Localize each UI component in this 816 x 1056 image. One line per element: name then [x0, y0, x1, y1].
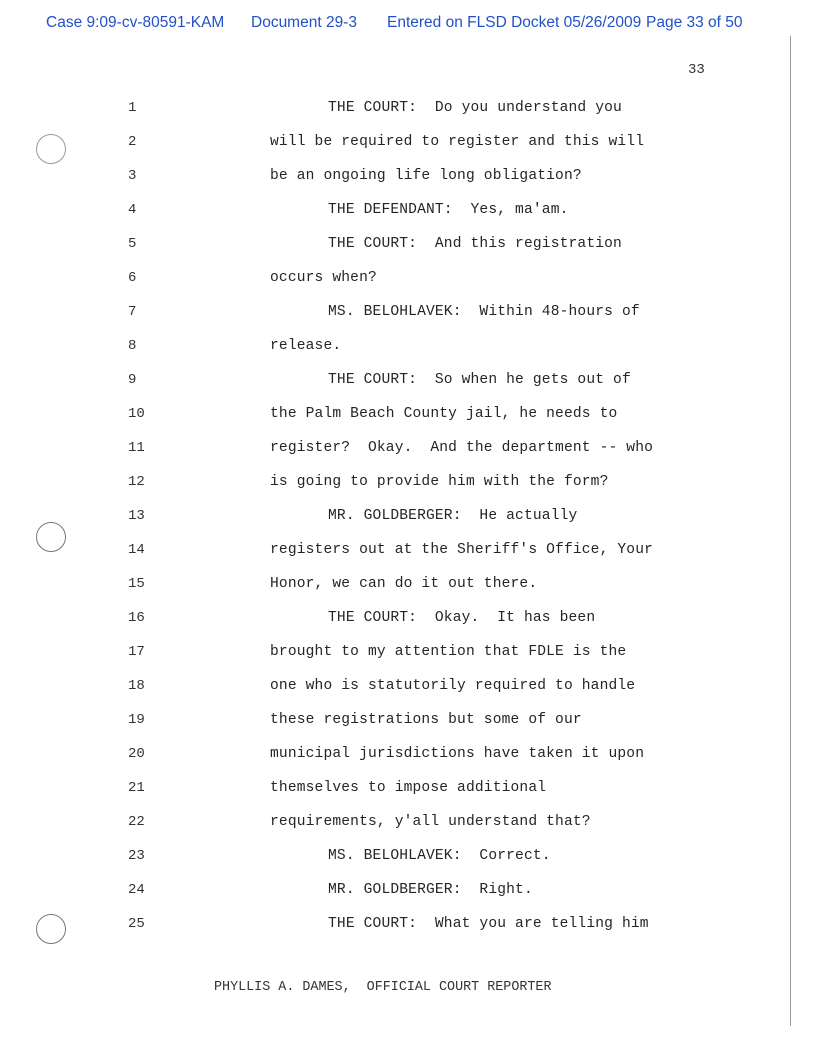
line-text: one who is statutorily required to handle — [270, 678, 636, 694]
line-number: 21 — [128, 780, 145, 796]
line-text: occurs when? — [270, 270, 377, 286]
transcript-line — [0, 712, 790, 732]
line-number: 11 — [128, 440, 145, 456]
line-text: MS. BELOHLAVEK: Correct. — [328, 848, 551, 864]
line-number: 2 — [128, 134, 137, 150]
transcript-line — [0, 882, 790, 902]
transcript-line — [0, 916, 790, 936]
transcript-line — [0, 338, 790, 358]
margin-rule — [790, 36, 791, 1026]
transcript-line — [0, 372, 790, 392]
line-text: themselves to impose additional — [270, 780, 547, 796]
line-number: 22 — [128, 814, 145, 830]
line-number: 19 — [128, 712, 145, 728]
transcript-line — [0, 168, 790, 188]
line-number: 17 — [128, 644, 145, 660]
line-text: brought to my attention that FDLE is the — [270, 644, 627, 660]
transcript-line — [0, 440, 790, 460]
docket-header — [46, 14, 776, 36]
transcript-line — [0, 270, 790, 290]
line-number: 4 — [128, 202, 137, 218]
transcript-line — [0, 202, 790, 222]
line-text: THE COURT: What you are telling him — [328, 916, 649, 932]
line-number: 14 — [128, 542, 145, 558]
header-document-number: Document 29-3 — [251, 14, 357, 31]
line-text: THE COURT: Do you understand you — [328, 100, 622, 116]
transcript-line — [0, 644, 790, 664]
transcript-line — [0, 746, 790, 766]
line-number: 6 — [128, 270, 137, 286]
transcript-line — [0, 610, 790, 630]
transcript-line — [0, 134, 790, 154]
header-page-count: Page 33 of 50 — [646, 14, 743, 31]
line-text: requirements, y'all understand that? — [270, 814, 591, 830]
line-number: 13 — [128, 508, 145, 524]
line-number: 1 — [128, 100, 137, 116]
line-text: Honor, we can do it out there. — [270, 576, 538, 592]
line-number: 25 — [128, 916, 145, 932]
line-text: municipal jurisdictions have taken it upon — [270, 746, 645, 762]
transcript-line — [0, 304, 790, 324]
transcript-line — [0, 780, 790, 800]
line-number: 18 — [128, 678, 145, 694]
line-text: is going to provide him with the form? — [270, 474, 609, 490]
line-number: 16 — [128, 610, 145, 626]
transcript-line — [0, 474, 790, 494]
transcript-line — [0, 678, 790, 698]
line-text: THE COURT: And this registration — [328, 236, 622, 252]
line-text: MS. BELOHLAVEK: Within 48-hours of — [328, 304, 640, 320]
header-case-number: Case 9:09-cv-80591-KAM — [46, 14, 225, 31]
court-reporter-footer: PHYLLIS A. DAMES, OFFICIAL COURT REPORTER — [214, 980, 552, 995]
transcript-line — [0, 542, 790, 562]
line-number: 5 — [128, 236, 137, 252]
line-number: 20 — [128, 746, 145, 762]
line-text: THE COURT: So when he gets out of — [328, 372, 631, 388]
line-number: 24 — [128, 882, 145, 898]
line-text: release. — [270, 338, 342, 354]
transcript-line — [0, 508, 790, 528]
line-text: will be required to register and this will — [270, 134, 645, 150]
transcript-line — [0, 406, 790, 426]
line-number: 9 — [128, 372, 137, 388]
page-number: 33 — [688, 62, 705, 78]
line-text: MR. GOLDBERGER: Right. — [328, 882, 533, 898]
line-number: 12 — [128, 474, 145, 490]
line-text: THE DEFENDANT: Yes, ma'am. — [328, 202, 569, 218]
line-number: 8 — [128, 338, 137, 354]
line-text: these registrations but some of our — [270, 712, 582, 728]
line-number: 7 — [128, 304, 137, 320]
transcript-line — [0, 576, 790, 596]
line-number: 15 — [128, 576, 145, 592]
transcript-line — [0, 236, 790, 256]
line-text: MR. GOLDBERGER: He actually — [328, 508, 578, 524]
header-entered-date: Entered on FLSD Docket 05/26/2009 — [387, 14, 642, 31]
line-text: be an ongoing life long obligation? — [270, 168, 582, 184]
transcript-line — [0, 848, 790, 868]
transcript-line — [0, 814, 790, 834]
transcript-line — [0, 100, 790, 120]
line-text: the Palm Beach County jail, he needs to — [270, 406, 618, 422]
line-text: registers out at the Sheriff's Office, Your — [270, 542, 654, 558]
line-text: register? Okay. And the department -- who — [270, 440, 654, 456]
line-number: 10 — [128, 406, 145, 422]
line-number: 23 — [128, 848, 145, 864]
line-text: THE COURT: Okay. It has been — [328, 610, 596, 626]
line-number: 3 — [128, 168, 137, 184]
